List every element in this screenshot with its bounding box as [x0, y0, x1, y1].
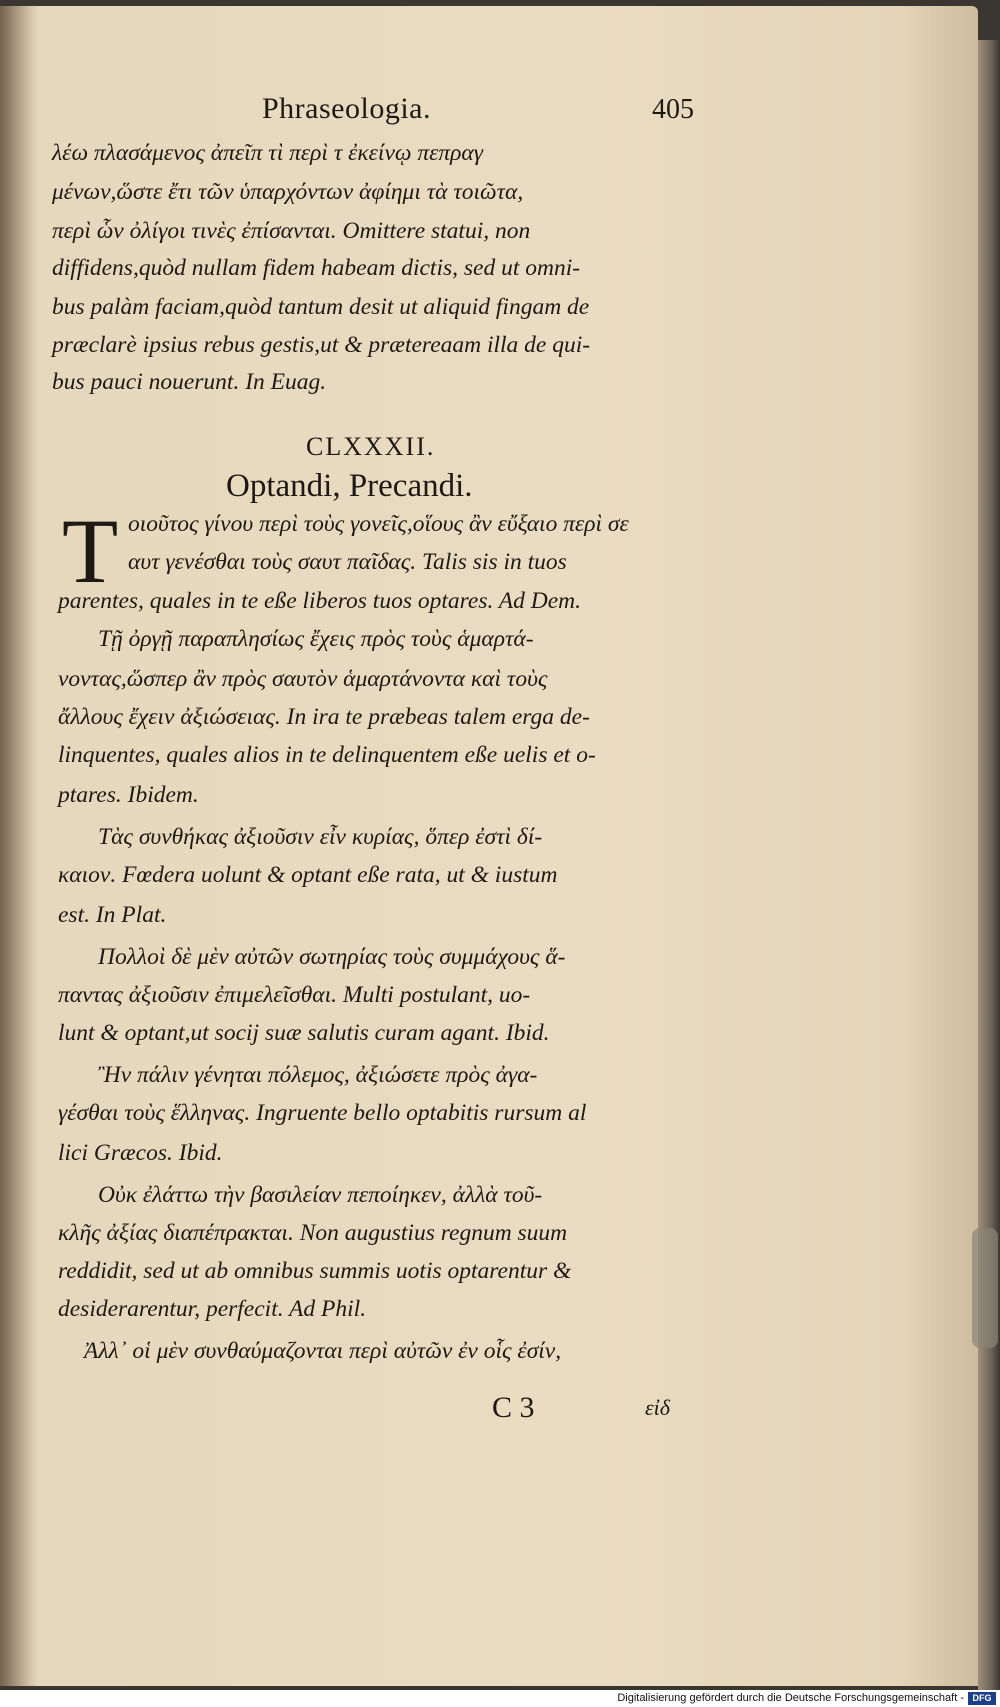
section-line: ἄλλους ἔχειν ἀξιώσειας. In ira te præbeas talem erga de-: [58, 704, 590, 730]
section-line: lici Græcos. Ibid.: [58, 1140, 223, 1166]
section-line: Τῇ ὀργῇ παραπλησίως ἔχεις πρὸς τοὺς ἁμαρτά-: [98, 626, 534, 652]
section-line: οιοῦτος γίνου περὶ τοὺς γονεῖς,οἵους ἂν εὔξαιο περὶ σε: [128, 511, 629, 537]
body-line: præclarè ipsius rebus gestis,ut & prætereaam illa de qui-: [52, 332, 591, 358]
body-line: bus pauci nouerunt. In Euag.: [52, 369, 327, 395]
section-line: Πολλοὶ δὲ μὲν αὐτῶν σωτηρίας τοὺς συμμάχους ἅ-: [98, 944, 566, 970]
section-line: παντας ἀξιοῦσιν ἐπιμελεῖσθαι. Multi postulant, uo-: [58, 982, 531, 1008]
gutter-shadow: [0, 6, 38, 1686]
body-line: diffidens,quòd nullam fidem habeam dictis, sed ut omni-: [52, 255, 581, 281]
section-line: desiderarentur, perfecit. Ad Phil.: [58, 1296, 367, 1322]
section-number: CLXXXII.: [306, 432, 436, 461]
section-line: lunt & optant,ut socij suæ salutis curam agant. Ibid.: [58, 1020, 550, 1046]
body-line: περὶ ὧν ὀλίγοι τινὲς ἐπίσανται. Omittere statui, non: [52, 218, 531, 244]
body-line: μένων,ὥστε ἔτι τῶν ὑπαρχόντων ἀφίημι τὰ τοιῶτα,: [52, 179, 524, 205]
drop-capital: T: [62, 500, 119, 602]
catchword: εἰδ: [645, 1395, 671, 1420]
section-line: reddidit, sed ut ab omnibus summis uotis optarentur &: [58, 1258, 572, 1284]
body-line: λέω πλασάμενος ἀπεῖπ τὶ περὶ τ ἐκείνῳ πεπραγ: [52, 140, 484, 166]
section-line: αυτ γενέσθαι τοὺς σαυτ παῖδας. Talis sis in tuos: [128, 549, 567, 575]
section-line: κλῆς ἀξίας διαπέπρακται. Non augustius regnum suum: [58, 1220, 568, 1246]
signature-mark: C 3: [492, 1391, 535, 1424]
section-title: Optandi, Precandi.: [226, 468, 473, 504]
digitization-credit: Digitalisierung gefördert durch die Deutsche Forschungsgemeinschaft -: [617, 1692, 964, 1704]
section-line: Ἀλλ᾽ οἱ μὲν συνθαύμαζονται περὶ αὐτῶν ἐν οἷς ἐσίν,: [84, 1338, 562, 1364]
section-line: Ἢν πάλιν γένηται πόλεμος, ἀξιώσετε πρὸς ἀγα-: [98, 1062, 538, 1088]
running-title: Phraseologia.: [262, 92, 431, 125]
section-line: parentes, quales in te eße liberos tuos optares. Ad Dem.: [58, 588, 582, 614]
section-line: est. In Plat.: [58, 902, 167, 928]
page-clip: [972, 1228, 998, 1348]
section-line: linquentes, quales alios in te delinquentem eße uelis et o-: [58, 742, 596, 768]
dfg-logo: DFG: [968, 1692, 996, 1705]
section-line: ptares. Ibidem.: [58, 782, 199, 808]
page-number: 405: [652, 94, 694, 125]
section-line: νοντας,ὥσπερ ἂν πρὸς σαυτὸν ἁμαρτάνοντα καὶ τοὺς: [58, 666, 548, 692]
page-edge: [978, 40, 1000, 1690]
body-line: bus palàm faciam,quòd tantum desit ut aliquid fingam de: [52, 294, 590, 320]
section-line: Τὰς συνθήκας ἀξιοῦσιν εἶν κυρίας, ὅπερ ἐστὶ δί-: [98, 824, 543, 850]
section-line: γέσθαι τοὺς ἕλληνας. Ingruente bello optabitis rursum al: [58, 1100, 587, 1126]
section-line: καιον. Fœdera uolunt & optant eße rata, ut & iustum: [58, 862, 558, 888]
section-line: Οὐκ ἐλάττω τὴν βασιλείαν πεποίηκεν, ἀλλὰ τοῦ-: [98, 1182, 543, 1208]
